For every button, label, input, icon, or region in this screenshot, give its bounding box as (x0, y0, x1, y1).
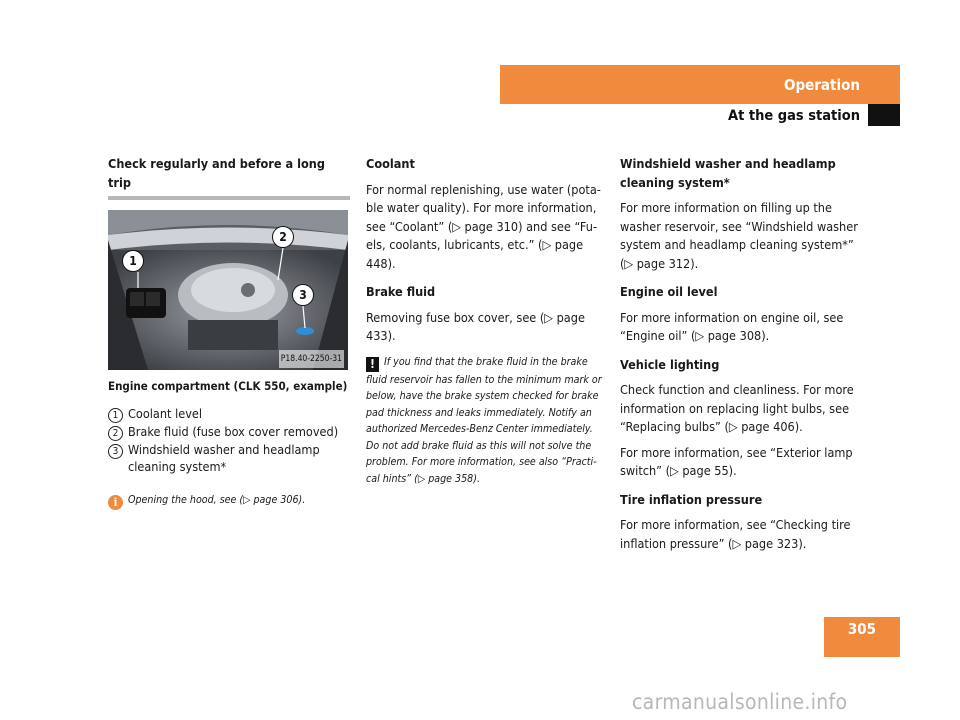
image-code: P18.40-2250-31 (279, 350, 344, 369)
washer-heading: Windshield washer and headlamp cleaning system* (620, 156, 836, 190)
legend-number: 1 (108, 408, 123, 423)
warning-icon: ! (366, 357, 379, 372)
legend-text: Windshield washer and headlamp cleaning system* (128, 441, 320, 474)
info-note-text: Opening the hood, see (▷ page 306). (128, 493, 306, 506)
legend-text: Brake fluid (fuse box cover removed) (128, 423, 339, 439)
subsection-header (500, 104, 900, 128)
tire-heading: Tire inflation pressure (620, 491, 763, 507)
watermark: carmanualsonline.info (632, 690, 848, 714)
image-caption: Engine compartment (CLK 550, example) (108, 379, 348, 393)
brake-fluid-heading: Brake fluid (366, 284, 436, 299)
checklist-heading: Check regularly and before a long trip (108, 156, 325, 190)
info-note (108, 492, 350, 510)
legend-number: 3 (108, 444, 123, 459)
heading-rule (108, 196, 350, 200)
page-number: 305 (824, 617, 900, 657)
brake-fluid-text: Removing fuse box cover, see (▷ page 433). (366, 309, 585, 343)
lighting-text: For more information, see “Exterior lamp switch” (▷ page 55). (620, 444, 853, 478)
warning-text: If you find that the brake fluid in the brake fluid reservoir has fallen to the minimum mark or below, have the brake system checked for brake pad thickness and leaks immediately. Notify an authorized Mercedes-Benz Center immediately. Do not add brake fluid as this will not solve the problem. For more information, see also “Practi-cal hints” (▷ page 358). (366, 355, 602, 485)
info-icon: i (108, 495, 123, 510)
oil-text: For more information on engine oil, see “Engine oil” (▷ page 308). (620, 309, 844, 343)
subsection-title: At the gas station (728, 108, 860, 124)
legend-text: Coolant level (128, 405, 203, 421)
brake-warning-note (366, 354, 606, 488)
header-marker-block (868, 104, 900, 126)
column-middle (366, 155, 606, 487)
callout-2: 2 (272, 226, 294, 248)
coolant-heading: Coolant (366, 156, 415, 171)
callout-3: 3 (292, 284, 314, 306)
section-title: Operation (783, 75, 860, 94)
coolant-text: For normal replenishing, use water (pota-ble water quality). For more information, see “Coolant” (▷ page 310) and see “Fu-els, coolants, lubricants, etc.” (▷ page 448). (366, 181, 601, 271)
tire-text: For more information, see “Checking tire inflation pressure” (▷ page 323). (620, 517, 851, 551)
callout-1: 1 (122, 250, 144, 272)
lighting-text: Check function and cleanliness. For more information on replacing light bulbs, see “Replacing bulbs” (▷ page 406). (620, 382, 854, 434)
washer-text: For more information on filling up the washer reservoir, see “Windshield washer system and headlamp cleaning system*” (▷ page 312). (620, 200, 858, 271)
legend-item (108, 423, 350, 441)
column-left (108, 155, 350, 510)
legend-number: 2 (108, 426, 123, 441)
legend-item (108, 405, 350, 423)
engine-compartment-image (108, 210, 348, 370)
legend-item (108, 441, 350, 475)
lighting-heading: Vehicle lighting (620, 356, 720, 372)
oil-heading: Engine oil level (620, 284, 718, 299)
section-header (500, 65, 900, 104)
column-right (620, 155, 870, 560)
